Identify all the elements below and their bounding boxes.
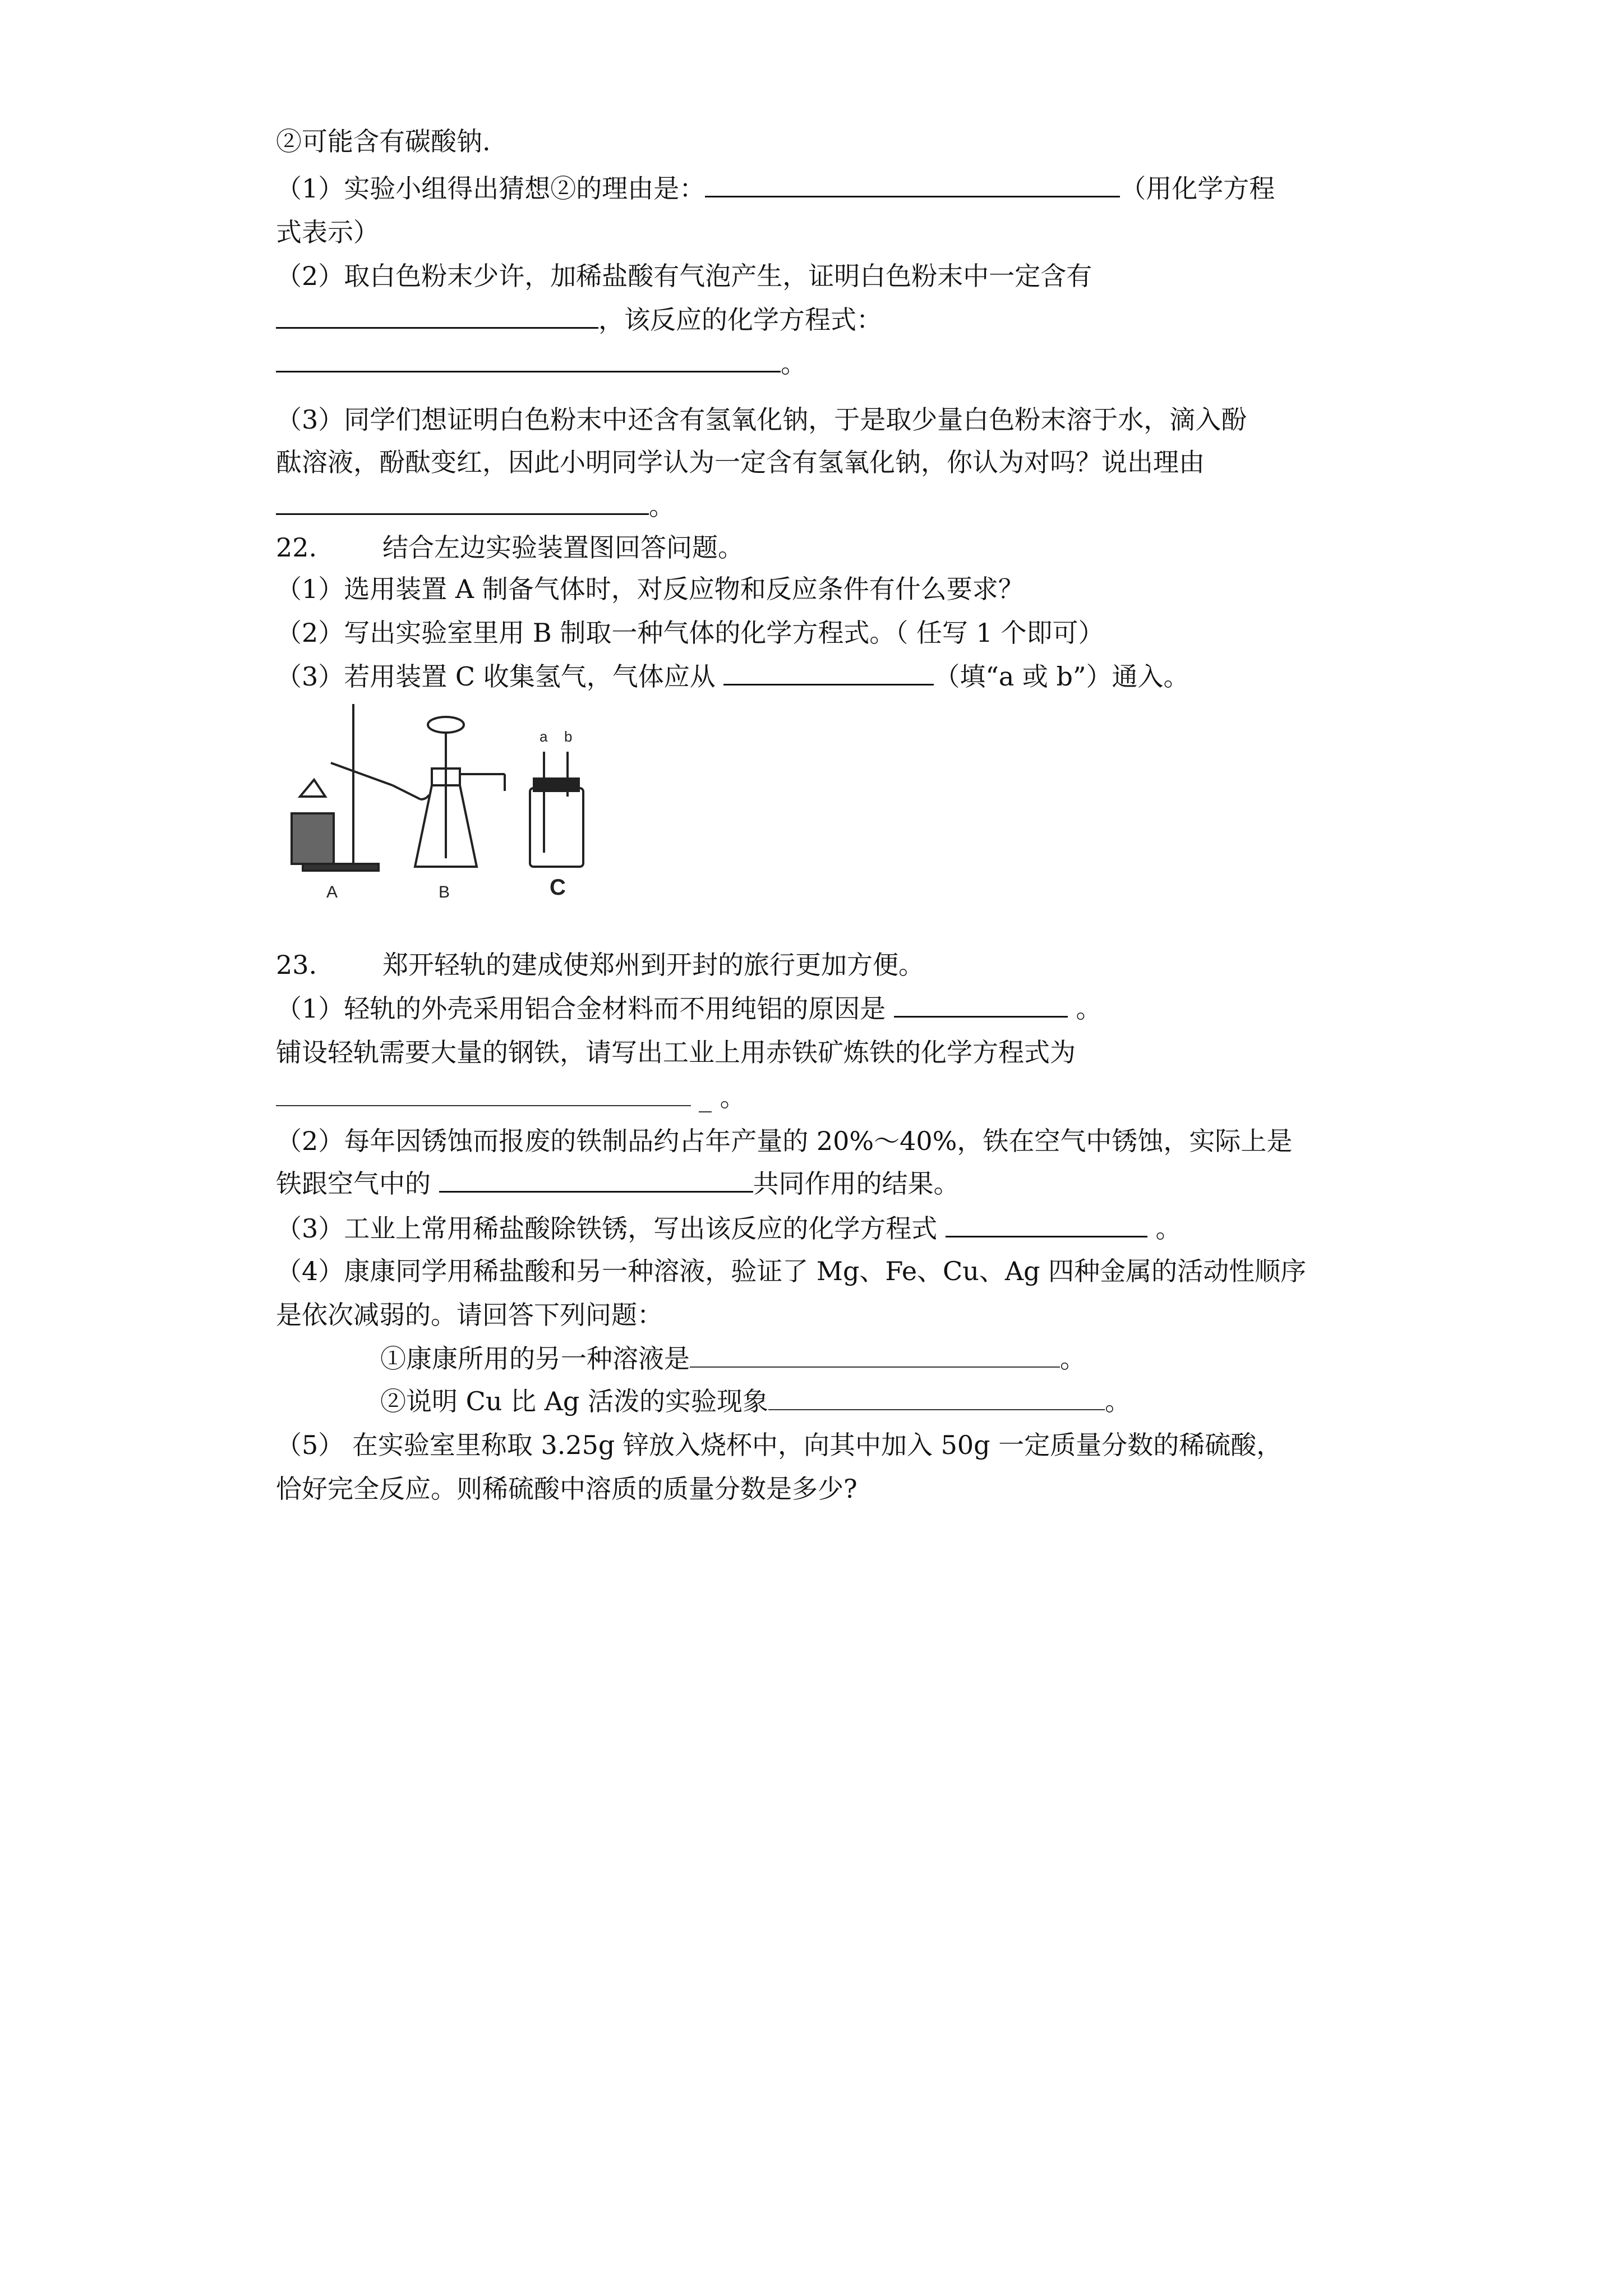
- question-23-3: [276, 1212, 1182, 1245]
- question-text: 结合左边实验装置图回答问题。: [382, 532, 744, 563]
- period: 。: [1147, 1213, 1182, 1244]
- question-23-4-1: [380, 1342, 1086, 1375]
- port-a-label: a: [540, 728, 548, 745]
- question-text: 共同作用的结果。: [753, 1168, 960, 1199]
- question-23-5: （5） 在实验室里称取 3.25g 锌放入烧杯中，向其中加入 50g 一定质量分数的稀硫酸，: [276, 1430, 1283, 1460]
- text-line: 铺设轻轨需要大量的钢铁，请写出工业上用赤铁矿炼铁的化学方程式为: [276, 1037, 1076, 1068]
- question-text: ，该反应的化学方程式：: [598, 305, 882, 335]
- question-22-2: （2）写出实验室里用 B 制取一种气体的化学方程式。（ 任写 1 个即可）: [276, 618, 1104, 648]
- question-21-1: [276, 172, 1275, 205]
- text-line: 酞溶液，酚酞变红，因此小明同学认为一定含有氢氧化钠，你认为对吗？说出理由: [276, 447, 1205, 477]
- question-23-4-2: [380, 1384, 1131, 1418]
- question-22-1: （1）选用装置 A 制备气体时，对反应物和反应条件有什么要求？: [276, 574, 1024, 604]
- question-text: 铁跟空气中的: [276, 1168, 439, 1199]
- question-23-1-line3: [276, 1080, 746, 1114]
- question-text: （用化学方程: [1120, 173, 1275, 204]
- text-line: 恰好完全反应。则稀硫酸中溶质的质量分数是多少?: [276, 1474, 857, 1504]
- answer-blank[interactable]: [276, 1083, 691, 1106]
- answer-blank[interactable]: [705, 173, 1120, 197]
- period: 。: [781, 348, 806, 379]
- question-23-heading: [276, 948, 924, 982]
- apparatus-diagram: [280, 701, 628, 903]
- answer-blank[interactable]: [276, 305, 598, 329]
- apparatus-figure: [280, 701, 628, 903]
- answer-blank[interactable]: [946, 1213, 1147, 1237]
- label-C: C: [550, 875, 566, 900]
- question-text: （填“a 或 b”）通入。: [934, 661, 1189, 692]
- label-A: A: [326, 883, 338, 901]
- answer-blank[interactable]: [768, 1387, 1105, 1410]
- question-text: ②说明 Cu 比 Ag 活泼的实验现象: [380, 1386, 768, 1416]
- question-text: ①康康所用的另一种溶液是: [380, 1343, 690, 1374]
- question-23-2: （2）每年因锈蚀而报废的铁制品约占年产量的 20%～40%，铁在空气中锈蚀，实际上是: [276, 1126, 1293, 1156]
- question-number: 22.: [276, 532, 317, 563]
- text-line: 是依次减弱的。请回答下列问题：: [276, 1300, 663, 1330]
- period: 。: [1104, 1386, 1131, 1416]
- question-text: （3）若用装置 C 收集氢气，气体应从: [276, 661, 724, 692]
- answer-blank[interactable]: [276, 491, 649, 515]
- answer-blank[interactable]: [690, 1344, 1060, 1368]
- question-21-3-line3: [276, 489, 675, 523]
- label-B: B: [439, 883, 450, 901]
- question-number: 23.: [276, 950, 317, 980]
- question-text: （1）实验小组得出猜想②的理由是：: [276, 173, 706, 204]
- question-text: （1）轻轨的外壳采用铝合金材料而不用纯铝的原因是: [276, 993, 894, 1024]
- answer-blank[interactable]: [894, 993, 1068, 1018]
- answer-blank[interactable]: [276, 348, 781, 372]
- question-22-3: [276, 660, 1189, 693]
- question-text: （3）工业上常用稀盐酸除铁锈，写出该反应的化学方程式: [276, 1213, 946, 1244]
- text-line: 式表示）: [276, 217, 379, 247]
- text-line: ②可能含有碳酸钠.: [276, 126, 491, 157]
- question-23-1: [276, 992, 1102, 1025]
- question-21-2-line2: [276, 303, 882, 337]
- question-22-heading: [276, 531, 744, 564]
- period: 。: [649, 491, 675, 521]
- period: _ 。: [699, 1082, 746, 1112]
- answer-blank[interactable]: [723, 661, 934, 685]
- question-23-2-line2: [276, 1167, 960, 1200]
- port-b-label: b: [564, 728, 573, 745]
- period: 。: [1060, 1343, 1086, 1374]
- question-21-3: （3）同学们想证明白色粉末中还含有氢氧化钠，于是取少量白色粉末溶于水，滴入酚: [276, 404, 1247, 435]
- question-21-2: （2）取白色粉末少许，加稀盐酸有气泡产生，证明白色粉末中一定含有: [276, 261, 1092, 291]
- question-text: 郑开轻轨的建成使郑州到开封的旅行更加方便。: [382, 950, 924, 980]
- period: 。: [1067, 993, 1102, 1024]
- question-23-4: （4）康康同学用稀盐酸和另一种溶液，验证了 Mg、Fe、Cu、Ag 四种金属的活动性顺序: [276, 1256, 1307, 1286]
- question-21-2-line3: [276, 347, 806, 380]
- answer-blank[interactable]: [439, 1168, 753, 1193]
